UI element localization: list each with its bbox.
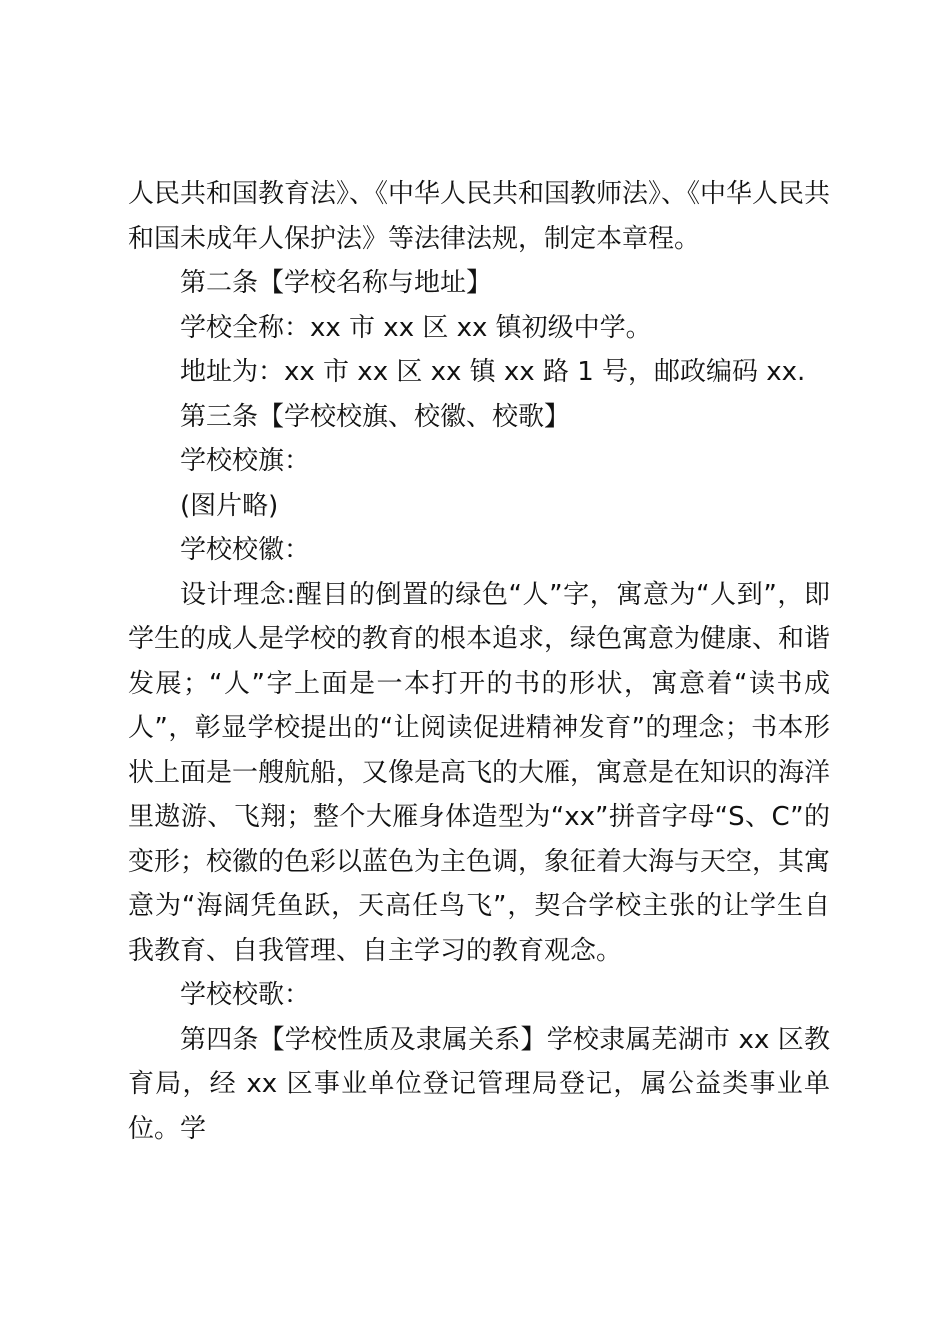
image-omitted-note: (图片略) (180, 490, 279, 521)
article-4-paragraph: 第四条【学校性质及隶属关系】学校隶属芜湖市 xx 区教育局，经 xx 区事业单位登记管理局登记，属公益类事业单位。学 (128, 1024, 830, 1144)
school-address: 地址为：xx 市 xx 区 xx 镇 xx 路 1 号，邮政编码 xx. (180, 357, 806, 387)
emblem-design-concept: 设计理念:醒目的倒置的绿色“人”字，寓意为“人到”，即学生的成人是学校的教育的根本追求，绿色寓意为健康、和谐发展；“人”字上面是一本打开的书的形状，寓意着“读书成人”，彰显学校提出的“让阅读促进精神发育”的理念；书本形状上面是一艘航船，又像是高飞的大雁，寓意是在知识的海洋里遨游、飞翔；整个大雁身体造型为“xx”拼音字母“S、C”的变形；校徽的色彩以蓝色为主色调，象征着大海与天空，其寓意为“海阔凭鱼跃，天高任鸟飞”，契合学校主张的让学生自我教育、自我管理、自主学习的教育观念。 (128, 579, 831, 966)
school-song-label: 学校校歌： (180, 980, 311, 1010)
article-3-heading: 第三条【学校校旗、校徽、校歌】 (180, 401, 571, 432)
school-emblem-label: 学校校徽： (180, 535, 311, 565)
school-full-name: 学校全称：xx 市 xx 区 xx 镇初级中学。 (180, 312, 652, 343)
school-flag-label: 学校校旗： (180, 446, 311, 476)
article-2-heading: 第二条【学校名称与地址】 (180, 268, 493, 298)
paragraph-continuation: 人民共和国教育法》、《中华人民共和国教师法》、《中华人民共和国未成年人保护法》等法律法规，制定本章程。 (128, 179, 831, 254)
document-body (128, 172, 830, 1151)
